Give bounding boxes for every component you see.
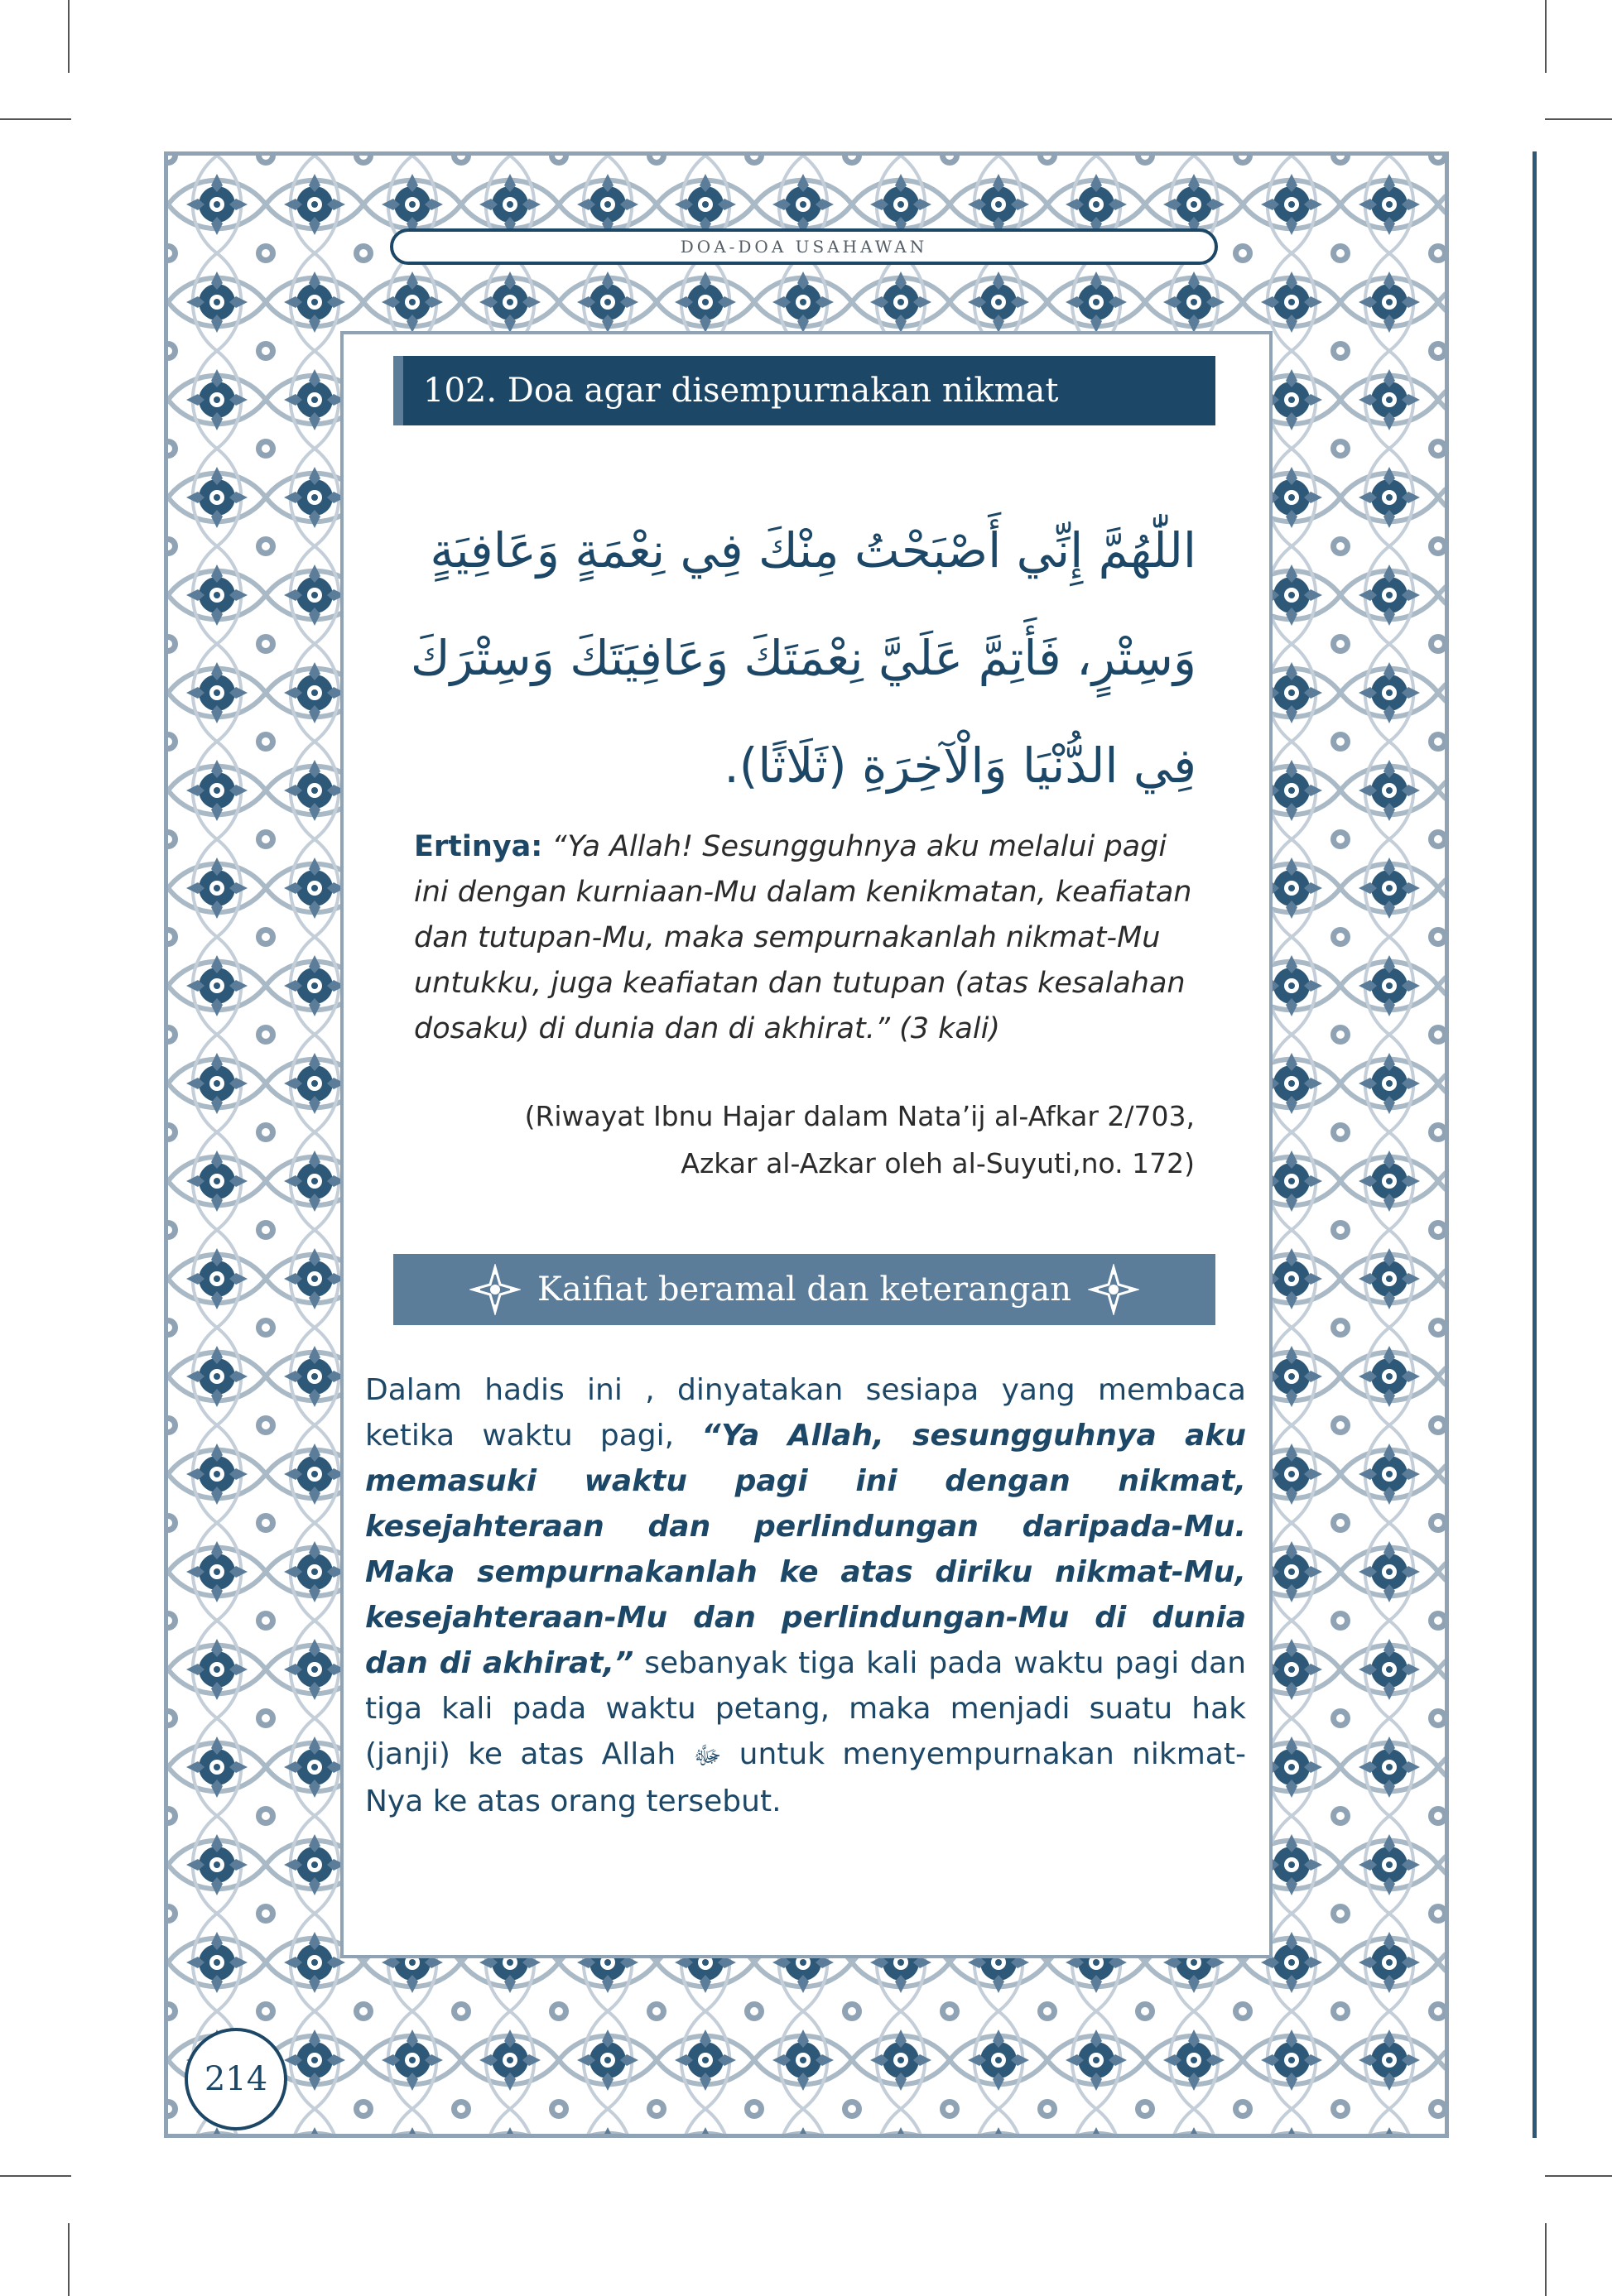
arabic-line: اللّٰهُمَّ إِنِّي أَصْبَحْتُ مِنْكَ فِي نِعْمَةٍ وَعَافِيَةٍ (430, 522, 1196, 579)
translation-text: “Ya Allah! Sesungguhnya aku melalui pagi ini dengan kurniaan-Mu dalam kenikmatan, keafiatan dan tutupan-Mu, maka sempurnakanlah nikmat-Mu untukku, juga keafiatan dan tutupan (atas kesalahan dosaku) di dunia dan di akhirat.” (3 kali) (414, 830, 1192, 1045)
title-accent (393, 356, 403, 425)
explanation-paragraph (365, 1367, 1246, 1824)
kaifiat-title: Kaifiat beramal dan keterangan (537, 1270, 1071, 1309)
source-citation (397, 1093, 1195, 1187)
arabic-line: وَسِتْرٍ، فَأَتِمَّ عَلَيَّ نِعْمَتَكَ وَعَافِيَتَكَ وَسِتْرَكَ (410, 630, 1196, 686)
translation (414, 824, 1196, 1052)
crop-mark (0, 118, 71, 120)
explanation-quote: “Ya Allah, sesungguhnya aku memasuki waktu pagi ini dengan nikmat, kesejahteraan dan perlindungan daripada-Mu. Maka sempurnakanlah ke atas diriku nikmat-Mu, kesejahteraan-Mu dan perlindungan-Mu di dunia dan di akhirat,” (365, 1419, 1246, 1680)
kaifiat-title-bar (393, 1254, 1215, 1325)
crop-mark (1545, 118, 1612, 120)
arabic-prayer (389, 497, 1196, 819)
translation-label: Ertinya: (414, 830, 543, 863)
crop-mark (1545, 2223, 1547, 2296)
running-header-text: DOA-DOA USAHAWAN (680, 237, 928, 257)
ornament-icon (469, 1264, 521, 1315)
ornament-icon (1088, 1264, 1139, 1315)
explanation-rest: sebanyak tiga kali pada waktu pagi dan tiga kali pada waktu petang, maka menjadi suatu hak (janji) ke atas Allah (365, 1646, 1247, 1771)
arabic-line: فِي الدُّنْيَا وَالْآخِرَةِ (ثَلَاثًا). (724, 737, 1196, 794)
source-line: Azkar al-Azkar oleh al-Suyuti,no. 172) (681, 1147, 1195, 1179)
crop-mark (68, 2223, 70, 2296)
source-line: (Riwayat Ibnu Hajar dalam Nata’ij al-Afkar 2/703, (524, 1100, 1195, 1132)
crop-mark (68, 0, 70, 73)
page-number-badge (185, 2028, 287, 2130)
running-header (390, 228, 1218, 265)
section-title: 102. Doa agar disempurnakan nikmat (423, 372, 1059, 410)
explanation-intro: Dalam hadis ini , dinyatakan sesiapa yang membaca ketika waktu pagi, (365, 1373, 1246, 1453)
adjacent-page-edge (1533, 151, 1537, 2138)
crop-mark (1545, 0, 1547, 73)
crop-mark (1545, 2175, 1612, 2177)
section-title-bar (393, 356, 1215, 425)
page-number: 214 (204, 2060, 268, 2098)
honorific-symbol: ﷻ (693, 1741, 722, 1770)
explanation-end: untuk menyempurnakan nikmat-Nya ke atas orang tersebut. (365, 1737, 1246, 1818)
crop-mark (0, 2175, 71, 2177)
